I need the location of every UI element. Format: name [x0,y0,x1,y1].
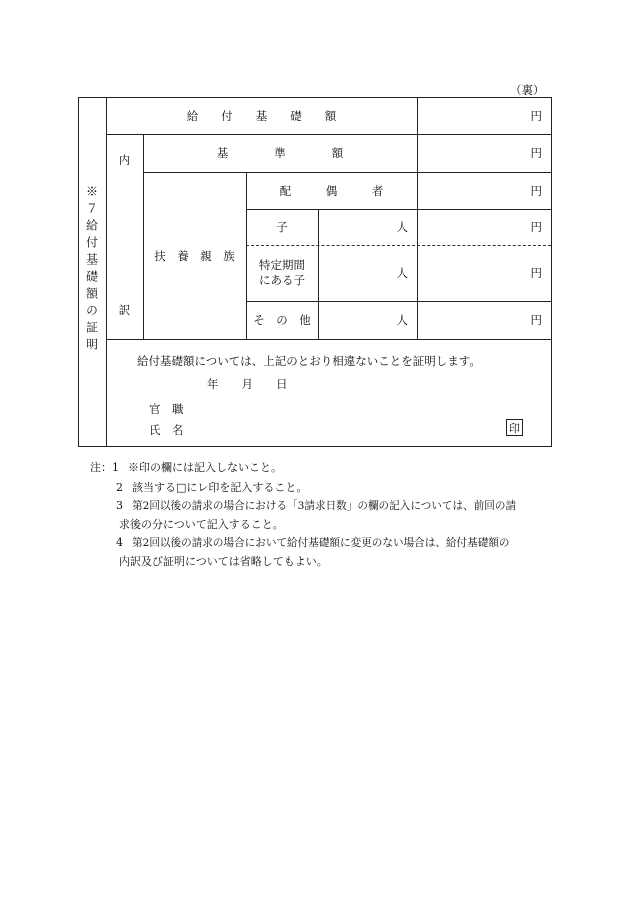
vertical-section-title: ※７給付基礎額の証明 [84,185,99,355]
note-3 [116,498,516,513]
seal-mark: 印 [506,419,523,436]
kyufu-kisogaku-yen-unit: 円 [530,108,542,123]
haigusha-yen-unit: 円 [530,183,542,198]
ko-label: 子 [276,220,288,234]
certification-date: 年 月 日 [207,377,288,391]
ko-yen-unit: 円 [530,220,542,234]
note-2-text: 該当する□にレ印を記入すること。 [132,481,308,494]
kanshoku-label: 官 職 [149,402,184,416]
sonota-label: そ の 他 [253,313,311,327]
haigusha-label: 配 偶 者 [279,183,384,198]
note-4 [116,535,510,550]
sonota-person-unit: 人 [396,313,408,327]
tokutei-person-unit: 人 [396,266,408,280]
tokutei-label-line2: にある子 [259,273,305,287]
note-prefix: 注：1 [90,461,119,474]
note-1-text: ※印の欄には記入しないこと。 [128,461,282,474]
note-3-cont: 求後の分について記入すること。 [119,518,284,531]
kijun-gaku-label: 基 準 額 [216,146,344,160]
fuyo-shinzoku-label: 扶 養 親 族 [154,249,235,263]
note-2 [116,479,307,495]
tokutei-kikan-ko-label [246,245,318,301]
page-side-label: （裏） [510,83,545,97]
tokutei-label-line1: 特定期間 [259,258,305,272]
ko-person-unit: 人 [396,220,408,234]
certification-statement: 給付基礎額については、上記のとおり相違ないことを証明します。 [137,354,481,368]
note-2-number: 2 [116,481,123,494]
uchiwake-label-top: 内 [118,153,131,167]
sonota-yen-unit: 円 [530,313,542,327]
uchiwake-label-bottom: 訳 [118,303,131,317]
shimei-label: 氏 名 [149,423,184,437]
note-3-number: 3 [116,499,123,512]
tokutei-yen-unit: 円 [530,266,542,280]
note-3-text-a: 第2回以後の請求の場合における「3請求日数」の欄の記入については、前回の請 [132,500,517,512]
note-1 [90,459,282,475]
note-4-number: 4 [116,536,123,549]
note-4-text-a: 第2回以後の請求の場合において給付基礎額に変更のない場合は、給付基礎額の [132,537,510,549]
kyufu-kisogaku-label: 給 付 基 礎 額 [186,108,337,123]
kijun-gaku-yen-unit: 円 [530,146,542,160]
note-4-cont: 内訳及び証明については省略してもよい。 [119,555,328,568]
